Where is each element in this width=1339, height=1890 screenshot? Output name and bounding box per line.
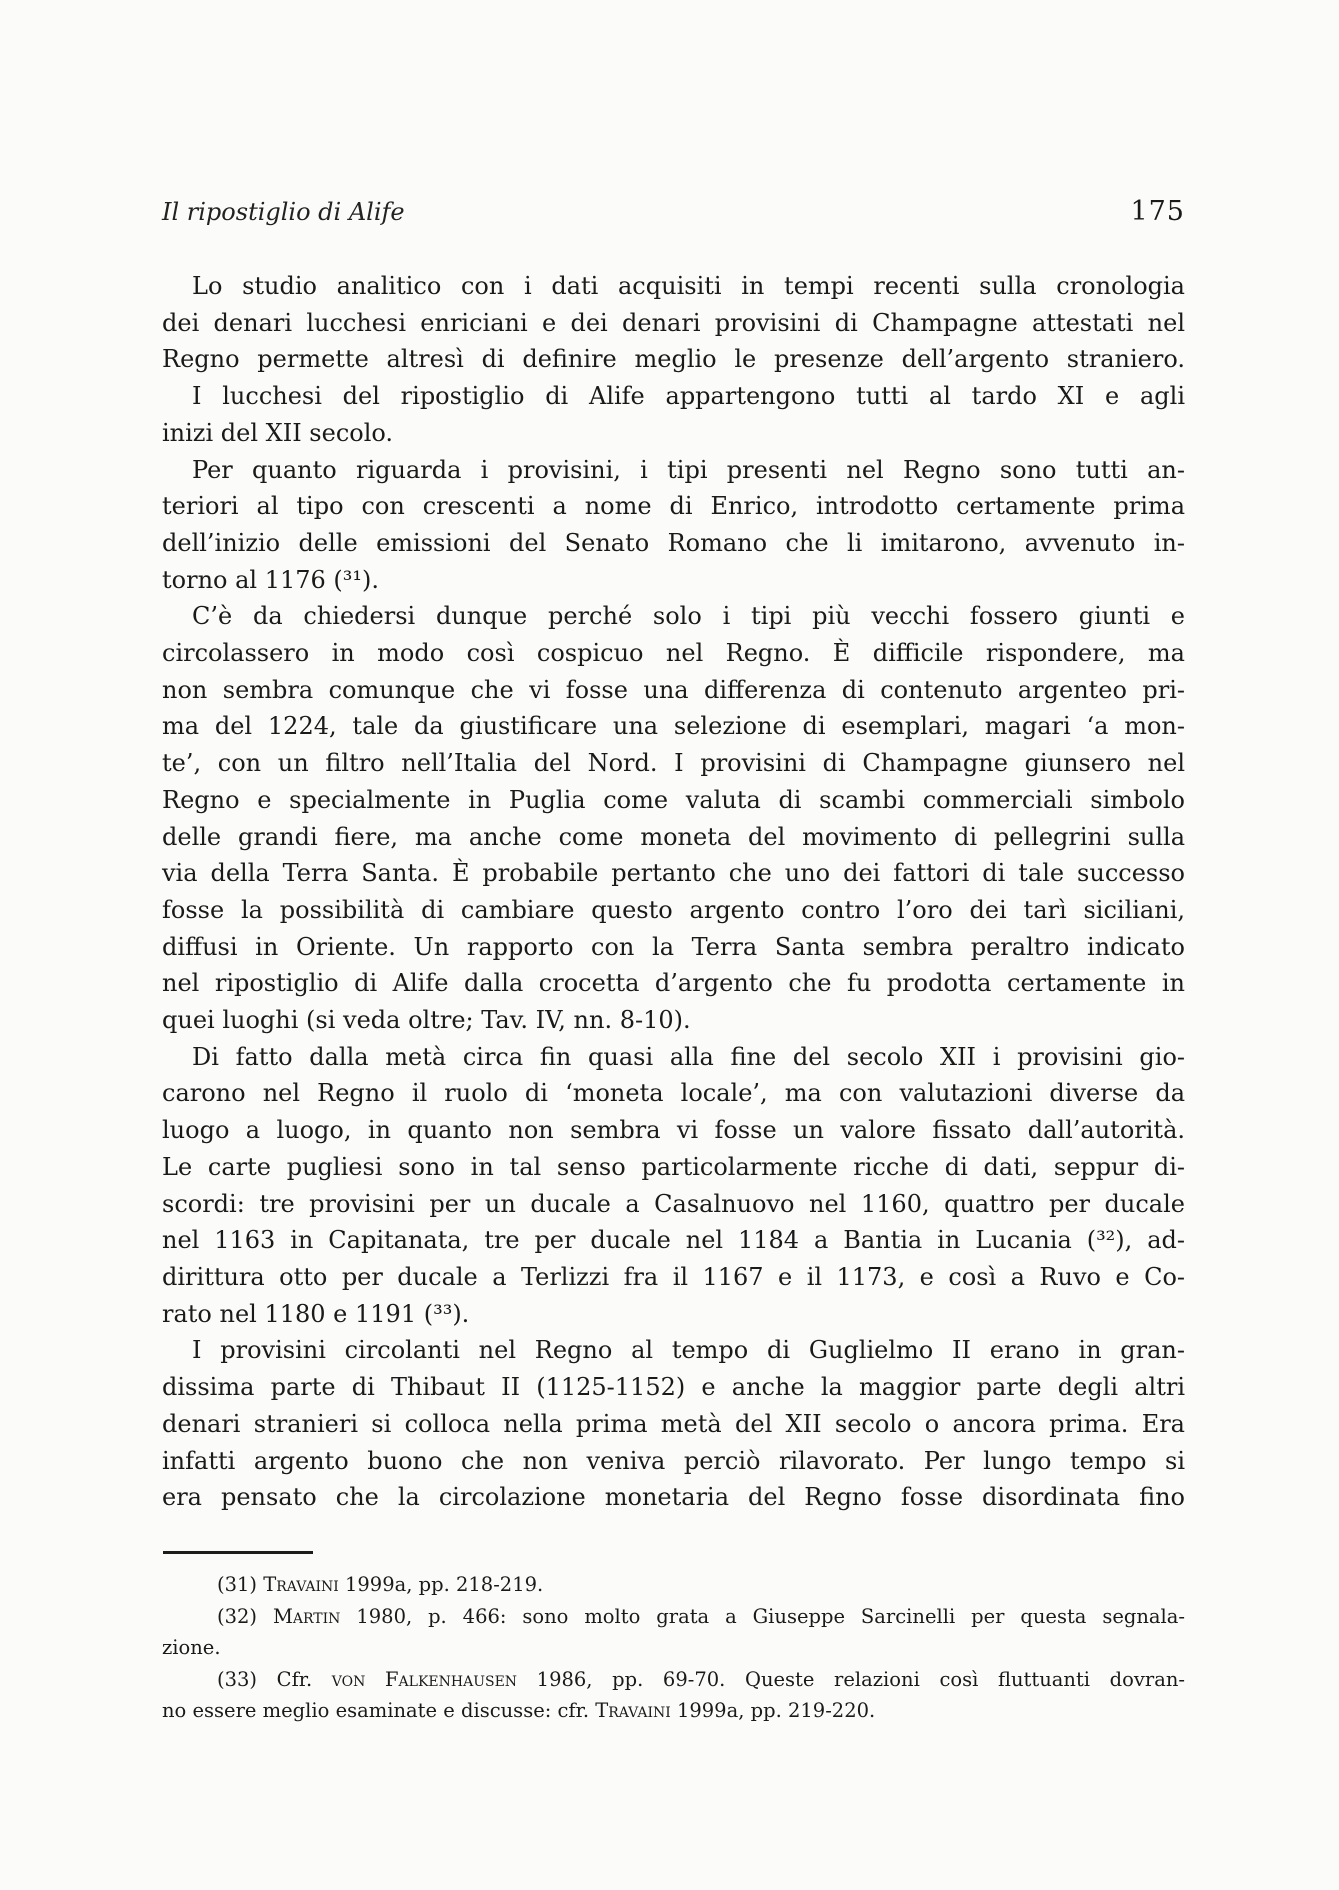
- footnote-author: Martin: [272, 1604, 341, 1628]
- body-line-14: te’, con un filtro nell’Italia del Nord. I provisini di Champagne giunsero nel: [162, 749, 1185, 778]
- body-line-5: inizi del XII secolo.: [162, 418, 394, 447]
- body-text: [162, 268, 1185, 1516]
- body-line-24: luogo a luogo, in quanto non sembra vi fosse un valore fissato dall’autorità.: [162, 1116, 1185, 1145]
- body-line-3: Regno permette altresì di definire meglio le presenze dell’argento straniero.: [162, 345, 1185, 374]
- body-line-10: C’è da chiedersi dunque perché solo i tipi più vecchi fossero giunti e: [192, 602, 1185, 631]
- footnote-marker: (33) Cfr.: [217, 1667, 332, 1691]
- body-line-2: dei denari lucchesi enriciani e dei denari provisini di Champagne attestati nel: [162, 308, 1185, 337]
- footnote-32-line-2: [162, 1632, 1185, 1664]
- body-line-1: Lo studio analitico con i dati acquisiti in tempi recenti sulla cronologia: [192, 272, 1185, 300]
- footnote-31: [162, 1569, 1185, 1601]
- footnote-text: zione.: [162, 1636, 221, 1659]
- body-line-20: nel ripostiglio di Alife dalla crocetta d’argento che fu prodotta certamente in: [162, 969, 1185, 998]
- footnote-marker: (31): [217, 1573, 264, 1596]
- body-line-16: delle grandi fiere, ma anche come moneta del movimento di pellegrini sulla: [162, 822, 1185, 851]
- footnote-separator-rule: [163, 1551, 313, 1554]
- body-line-30: I provisini circolanti nel Regno al tempo di Guglielmo II erano in gran-: [192, 1336, 1185, 1365]
- body-line-34: era pensato che la circolazione monetaria del Regno fosse disordinata fino: [162, 1483, 1185, 1512]
- footnote-marker: (32): [217, 1604, 273, 1628]
- page-number: 175: [1130, 196, 1185, 227]
- body-line-33: infatti argento buono che non veniva perciò rilavorato. Per lungo tempo si: [162, 1446, 1185, 1475]
- footnote-text: no essere meglio esaminate e discusse: cfr.: [162, 1699, 596, 1722]
- body-line-21: quei luoghi (si veda oltre; Tav. IV, nn. 8-10).: [162, 1006, 691, 1035]
- body-line-32: denari stranieri si colloca nella prima metà del XII secolo o ancora prima. Era: [162, 1409, 1185, 1438]
- body-line-19: diffusi in Oriente. Un rapporto con la Terra Santa sembra peraltro indicato: [162, 932, 1185, 961]
- body-line-27: nel 1163 in Capitanata, tre per ducale nel 1184 a Bantia in Lucania (³²), ad-: [162, 1226, 1185, 1255]
- body-line-31: dissima parte di Thibaut II (1125-1152) e anche la maggior parte degli altri: [162, 1373, 1185, 1402]
- body-line-13: ma del 1224, tale da giustificare una selezione di esemplari, magari ‘a mon-: [162, 712, 1185, 741]
- body-line-4: I lucchesi del ripostiglio di Alife appartengono tutti al tardo XI e agli: [192, 382, 1185, 411]
- body-line-22: Di fatto dalla metà circa fin quasi alla fine del secolo XII i provisini gio-: [192, 1042, 1185, 1071]
- body-line-6: Per quanto riguarda i provisini, i tipi presenti nel Regno sono tutti an-: [192, 455, 1185, 484]
- body-line-18: fosse la possibilità di cambiare questo argento contro l’oro dei tarì siciliani,: [162, 895, 1185, 924]
- footnote-33-line-2: [162, 1695, 1185, 1727]
- body-line-29: rato nel 1180 e 1191 (³³).: [162, 1299, 470, 1328]
- footnotes: [162, 1569, 1185, 1727]
- body-line-15: Regno e specialmente in Puglia come valuta di scambi commerciali simbolo: [162, 785, 1185, 814]
- body-line-8: dell’inizio delle emissioni del Senato Romano che li imitarono, avvenuto in-: [162, 528, 1185, 557]
- footnote-text: 1980, p. 466: sono molto grata a Giuseppe Sarcinelli per questa segnala-: [340, 1604, 1185, 1628]
- footnote-text: 1986, pp. 69-70. Queste relazioni così fluttuanti dovran-: [517, 1667, 1185, 1691]
- footnote-author: Travaini: [595, 1699, 671, 1722]
- running-title: Il ripostiglio di Alife: [162, 198, 405, 226]
- footnote-32-line-1: [162, 1601, 1185, 1633]
- running-header: [162, 196, 1185, 227]
- footnote-author: Travaini: [263, 1573, 339, 1596]
- body-line-12: non sembra comunque che vi fosse una differenza di contenuto argenteo pri-: [162, 675, 1185, 704]
- footnote-text: 1999a, pp. 219-220.: [670, 1699, 876, 1722]
- footnote-33-line-1: [162, 1664, 1185, 1696]
- body-line-11: circolassero in modo così cospicuo nel Regno. È difficile rispondere, ma: [162, 639, 1185, 668]
- body-line-9: torno al 1176 (³¹).: [162, 565, 380, 594]
- body-line-25: Le carte pugliesi sono in tal senso particolarmente ricche di dati, seppur di-: [162, 1152, 1185, 1181]
- footnote-author: von Falkenhausen: [331, 1667, 518, 1691]
- body-line-23: carono nel Regno il ruolo di ‘moneta locale’, ma con valutazioni diverse da: [162, 1079, 1185, 1108]
- body-line-17: via della Terra Santa. È probabile pertanto che uno dei fattori di tale successo: [162, 859, 1185, 888]
- body-line-28: dirittura otto per ducale a Terlizzi fra il 1167 e il 1173, e così a Ruvo e Co-: [162, 1262, 1185, 1291]
- body-line-7: teriori al tipo con crescenti a nome di Enrico, introdotto certamente prima: [162, 492, 1185, 521]
- footnote-text: 1999a, pp. 218-219.: [338, 1573, 544, 1596]
- body-line-26: scordi: tre provisini per un ducale a Casalnuovo nel 1160, quattro per ducale: [162, 1189, 1185, 1218]
